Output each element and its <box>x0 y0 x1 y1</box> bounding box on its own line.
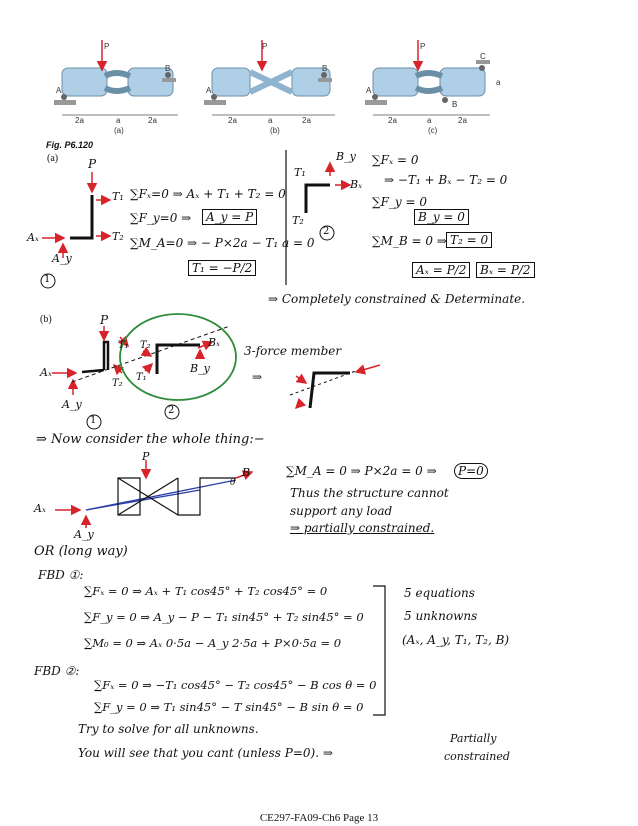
equation: ∑M_A = 0 ⇒ P×2a = 0 ⇒ <box>286 464 437 478</box>
fbd-label-t1: T₁ <box>118 340 129 351</box>
side-note: (Aₓ, A_y, T₁, T₂, B) <box>402 633 510 647</box>
whole-label-b: B <box>242 466 251 479</box>
fbd-label-bx: Bₓ <box>350 178 362 191</box>
whole-label-theta: θ <box>230 478 236 488</box>
equations-bracket <box>373 586 385 715</box>
figure-caption: Fig. P6.120 <box>46 140 94 150</box>
fbd-label-ay: A_y <box>62 398 82 411</box>
fbd-label-t2: T₂ <box>292 214 304 227</box>
dim-label: a <box>427 116 432 125</box>
fbd-b <box>52 314 380 429</box>
fbd-label-p: P <box>88 157 97 171</box>
fbd-heading: FBD ①: <box>38 568 84 582</box>
panel-label: (c) <box>428 126 438 135</box>
closing-text: You will see that you cant (unless P=0). ⇒ <box>78 746 333 760</box>
equation: ∑M_A=0 ⇒ − P×2a − T₁ a = 0 <box>130 236 315 250</box>
side-note: 5 unknowns <box>404 609 478 623</box>
equation: ∑F_y = 0 ⇒ A_y − P − T₁ sin45° + T₂ sin45° = 0 <box>84 610 364 624</box>
fbd-number: 2 <box>168 405 175 416</box>
page-footer: CE297-FA09-Ch6 Page 13 <box>259 812 379 824</box>
figure-panel-b <box>204 40 335 115</box>
result-box: Bₓ = P/2 <box>476 262 535 278</box>
fbd-number: 2 <box>323 226 330 237</box>
figure-panel-a <box>54 40 178 115</box>
fbd-label-ay: A_y <box>52 252 72 265</box>
closing-text: Partially <box>450 732 497 745</box>
whole-label-p: P <box>142 450 150 463</box>
fbd-number: 1 <box>44 274 51 285</box>
equation: ∑Fₓ = 0 ⇒ −T₁ cos45° − T₂ cos45° − B cos θ = 0 <box>94 678 377 692</box>
whole-label-ay: A_y <box>74 528 94 541</box>
fbd-label-t2: T₂ <box>112 378 123 389</box>
support-label-a: A <box>366 86 372 95</box>
result-box: A_y = P <box>202 209 257 225</box>
dim-label: 2a <box>388 116 397 125</box>
panel-label: (a) <box>114 126 124 135</box>
now-consider-text: ⇒ Now consider the whole thing:− <box>36 432 265 447</box>
support-label-a: A <box>56 86 62 95</box>
fbd-label-t1: T₁ <box>112 190 124 203</box>
load-label: P <box>262 42 268 51</box>
fbd-label-t1: T₁ <box>294 166 306 179</box>
equation: ⇒ −T₁ + Bₓ − T₂ = 0 <box>384 173 508 187</box>
dim-label: 2a <box>75 116 84 125</box>
equation: ∑Fₓ = 0 ⇒ Aₓ + T₁ cos45° + T₂ cos45° = 0 <box>84 584 328 598</box>
fbd-label-ax: Aₓ <box>27 231 39 244</box>
support-label-a: A <box>206 86 212 95</box>
equation: ∑M₀ = 0 ⇒ Aₓ 0·5a − A_y 2·5a + P×0·5a = 0 <box>84 636 342 650</box>
dim-label: a <box>116 116 121 125</box>
section-label-a: (a) <box>47 153 59 164</box>
fbd-a1 <box>41 172 110 288</box>
dim-label: 2a <box>302 116 311 125</box>
fbd-number: 1 <box>90 415 97 426</box>
dim-label: a <box>268 116 273 125</box>
result-box: B_y = 0 <box>414 209 469 225</box>
long-way-heading: OR (long way) <box>34 544 128 559</box>
statement-text: Thus the structure cannot <box>290 486 449 500</box>
fbd-label-t2: T₂ <box>140 340 151 351</box>
support-label-b: B <box>165 64 171 73</box>
result-box: Aₓ = P/2 <box>412 262 470 278</box>
equation: ∑F_y = 0 ⇒ T₁ sin45° − T sin45° − B sin θ = 0 <box>94 700 364 714</box>
fbd-label-ax: Aₓ <box>40 366 52 379</box>
equation: ∑M_B = 0 ⇒ <box>372 234 447 248</box>
closing-text: constrained <box>444 750 510 763</box>
dim-label: 2a <box>148 116 157 125</box>
fbd-label-bx: Bₓ <box>208 336 220 349</box>
statement-text: support any load <box>290 504 393 518</box>
closing-text: Try to solve for all unknowns. <box>78 722 259 736</box>
support-label-c: C <box>480 52 486 61</box>
fbd-label-p: P <box>100 313 109 327</box>
fbd-label-t2: T₂ <box>112 230 124 243</box>
equation: ∑F_y = 0 <box>372 195 427 209</box>
side-note: 5 equations <box>404 586 475 600</box>
fbd-label-by: B_y <box>336 150 356 163</box>
support-label-b: B <box>322 64 328 73</box>
equation: ∑Fₓ=0 ⇒ Aₓ + T₁ + T₂ = 0 <box>130 187 286 201</box>
section-label-b: (b) <box>40 314 52 325</box>
dim-label: 2a <box>458 116 467 125</box>
result-circle: P=0 <box>454 463 488 479</box>
figure-panel-c <box>365 40 490 115</box>
fbd-heading: FBD ②: <box>34 664 80 678</box>
panel-label: (b) <box>270 126 280 135</box>
conclusion-text: ⇒ Completely constrained & Determinate. <box>268 292 526 306</box>
load-label: P <box>420 42 426 51</box>
whole-label-ax: Aₓ <box>34 502 46 515</box>
three-force-label: 3-force member <box>244 344 342 358</box>
whole-structure-sketch <box>55 460 252 528</box>
fbd-label-t1: T₁ <box>136 372 147 383</box>
dim-label: 2a <box>228 116 237 125</box>
statement-text: ⇒ partially constrained. <box>290 521 435 535</box>
equation: ∑Fₓ = 0 <box>372 153 419 167</box>
support-label-b: B <box>452 100 458 109</box>
result-box: T₁ = −P/2 <box>188 260 256 276</box>
arrow-text: ⇒ <box>252 370 263 384</box>
load-label: P <box>104 42 110 51</box>
dim-label: a <box>496 78 501 87</box>
equation: ∑F_y=0 ⇒ <box>130 211 192 225</box>
result-box: T₂ = 0 <box>446 232 492 248</box>
fbd-label-by: B_y <box>190 362 210 375</box>
